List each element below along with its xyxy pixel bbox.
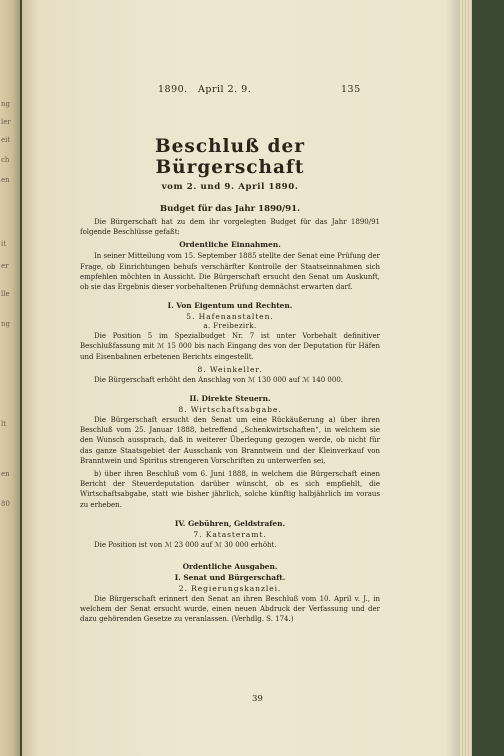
budget-intro: Die Bürgerschaft hat zu dem ihr vorgelegten Budget für das Jahr 1890/91 folgende Beschlüsse gefaßt:: [80, 218, 380, 237]
spine-glyph: en: [1, 470, 10, 478]
section-I-heading: I. Von Eigentum und Rechten.: [167, 301, 293, 311]
section-IV-heading: IV. Gebühren, Geldstrafen.: [174, 518, 286, 528]
section-Ia-2-paragraph: Die Bürgerschaft erinnert den Senat an ihren Beschluß vom 10. April v. J., in welchem der Senat ersucht wurde, einen neuen Abdruck der Verfassung und der dazu gehörenden Gesetze zu veranlassen. (Verhdlg. S. 174.): [80, 595, 380, 624]
ordentliche-ausgaben-heading: Ordentliche Ausgaben.: [182, 562, 278, 572]
spine-glyph: ch: [1, 156, 10, 164]
spine-glyph: 80: [1, 500, 10, 508]
document-page: [22, 0, 460, 756]
page-edges: [460, 0, 472, 756]
spine-glyph: lle: [1, 290, 10, 298]
spine-glyph: lt: [1, 420, 7, 428]
section-II-8-heading: 8. Wirtschaftsabgabe.: [178, 405, 282, 415]
spine-glyph: it: [1, 240, 7, 248]
section-II-heading: II. Direkte Steuern.: [189, 394, 271, 404]
document-subtitle: vom 2. und 9. April 1890.: [161, 182, 299, 192]
spine-glyph: eit: [1, 136, 11, 144]
spine-glyph: ng: [1, 320, 10, 328]
spine-glyph: er: [1, 262, 9, 270]
document-title: Beschluß der Bürgerschaft: [155, 136, 305, 178]
book-spine: [0, 0, 20, 756]
header-page-number: 135: [341, 84, 361, 95]
section-I-5-heading: 5. Hafenanstalten.: [186, 312, 274, 322]
spine-glyph: ng: [1, 100, 10, 108]
spine-glyph: en: [1, 176, 10, 184]
section-IV-7-heading: 7. Katasteramt.: [193, 529, 267, 539]
einnahmen-paragraph: In seiner Mitteilung vom 15. September 1885 stellte der Senat eine Prüfung der Frage, ob Einrichtungen behufs verschärfter Kontrolle der Staatseinnahmen sich empfehlen möchten in Aussicht. Die Bürgerschaft ersucht den Senat um Auskunft, ob sie das Ergebnis dieser vorbehaltenen Prüfung demnächst erwarten darf.: [80, 252, 380, 292]
section-I-8-paragraph: Die Bürgerschaft erhöht den Anschlag von ℳ 130 000 auf ℳ 140 000.: [94, 375, 343, 384]
document-body: [80, 136, 380, 628]
page-shadow: [446, 0, 460, 756]
section-Ia-2-heading: 2. Regierungskanzlei.: [178, 584, 282, 594]
section-I-5-paragraph: Die Position 5 im Spezialbudget Nr. 7 ist unter Vorbehalt definitiver Beschlußfassung mit ℳ 15 000 bis nach Eingang des von der Deputation für Häfen und Eisenbahnen erbetenen Berichts eingestellt.: [80, 332, 380, 361]
section-I-8-heading: 8. Weinkeller.: [197, 364, 263, 374]
section-Ia-heading: I. Senat und Bürgerschaft.: [174, 573, 286, 583]
spine-glyph: ler: [1, 118, 11, 126]
section-I-5-a-heading: a. Freibezirk.: [203, 322, 257, 331]
header-date: April 2. 9.: [198, 84, 252, 95]
section-IV-7-paragraph: Die Position ist von ℳ 23 000 auf ℳ 30 000 erhöht.: [94, 540, 277, 549]
section-II-8-paragraph-a: Die Bürgerschaft ersucht den Senat um eine Rückäußerung a) über ihren Beschluß vom 25. Januar 1888, betreffend „Schenkwirtschaften“, in welchem sie den Wunsch aussprach, daß in weiterer Überlegung gezogen werde, ob nicht für das ganze Staatsgebiet der Ausschank von Branntwein und der Kleinverkauf von Branntwein und Spiritus strengeren Vorschriften zu unterwerfen sei,: [80, 416, 380, 465]
budget-heading: Budget für das Jahr 1890/91.: [159, 204, 301, 214]
ordentliche-einnahmen-heading: Ordentliche Einnahmen.: [179, 240, 281, 250]
header-year: 1890.: [158, 84, 188, 95]
folio-number: 39: [252, 694, 263, 704]
section-II-8-paragraph-b: b) über ihren Beschluß vom 6. Juni 1888, in welchem die Bürgerschaft einen Bericht der Steuerdeputation darüber wünscht, ob es sich empfiehlt, die Wirtschaftsabgabe, statt wie bisher jährlich, solche künftig halbjährlich im voraus zu erheben.: [80, 470, 380, 509]
